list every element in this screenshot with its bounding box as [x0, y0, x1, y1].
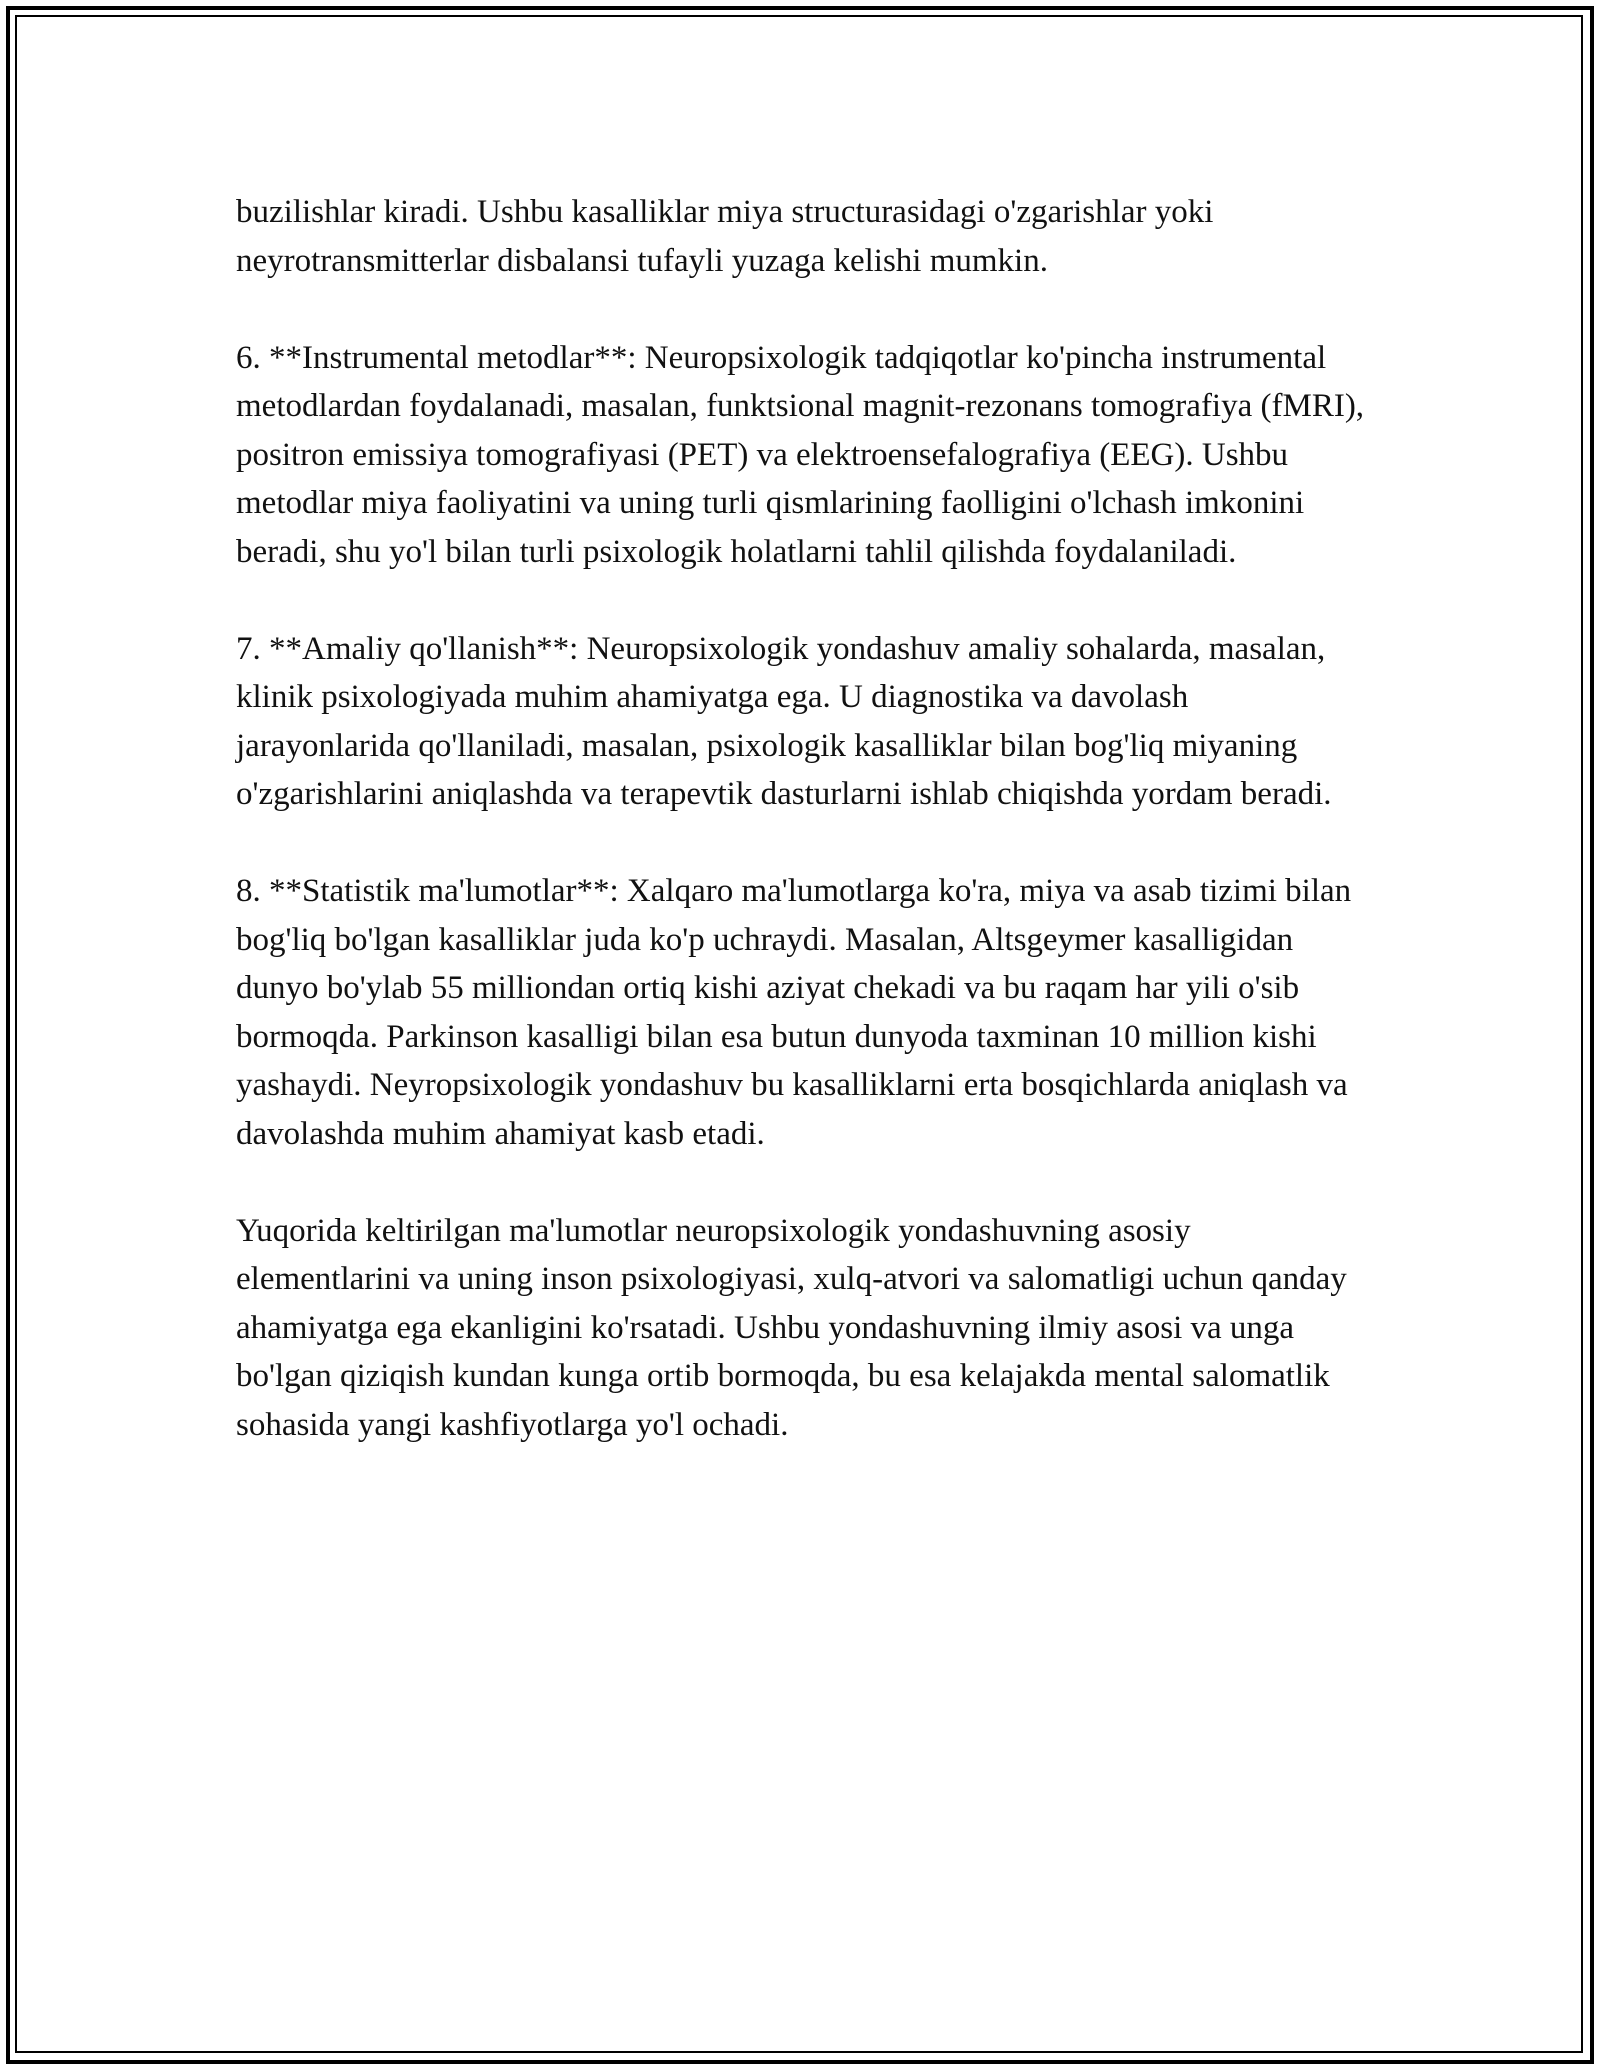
- paragraph-continuation: buzilishlar kiradi. Ushbu kasalliklar miya structurasidagi o'zgarishlar yoki neyrotransmitterlar disbalansi tufayli yuzaga kelishi mumkin.: [236, 194, 1214, 279]
- paragraph-practical-application: 7. **Amaliy qo'llanish**: Neuropsixologik yondashuv amaliy sohalarda, masalan, klinik psixologiyada muhim ahamiyatga ega. U diagnostika va davolash jarayonlarida qo'llaniladi, masalan, psixologik kasalliklar bilan bog'liq miyaning o'zgarishlarini aniqlashda va terapevtik dasturlarni ishlab chiqishda yordam beradi.: [236, 630, 1332, 812]
- paragraph-statistics: 8. **Statistik ma'lumotlar**: Xalqaro ma'lumotlarga ko'ra, miya va asab tizimi bilan bog'liq bo'lgan kasalliklar juda ko'p uchraydi. Masalan, Altsgeymer kasalligidan dunyo bo'ylab 55 milliondan ortiq kishi aziyat chekadi va bu raqam har yili o'sib bormoqda. Parkinson kasalligi bilan esa butun dunyoda taxminan 10 million kishi yashaydi. Neyropsixologik yondashuv bu kasalliklarni erta bosqichlarda aniqlash va davolashda muhim ahamiyat kasb etadi.: [236, 873, 1352, 1152]
- paragraph-instrumental-methods: 6. **Instrumental metodlar**: Neuropsixologik tadqiqotlar ko'pincha instrumental metodlardan foydalanadi, masalan, funktsional magnit-rezonans tomografiya (fMRI), positron emissiya tomografiyasi (PET) va elektroensefalografiya (EEG). Ushbu metodlar miya faoliyatini va uning turli qismlarining faolligini o'lchash imkonini beradi, shu yo'l bilan turli psixologik holatlarni tahlil qilishda foydalaniladi.: [236, 339, 1365, 570]
- document-body: [236, 188, 1366, 1449]
- paragraph-conclusion: Yuqorida keltirilgan ma'lumotlar neuropsixologik yondashuvning asosiy elementlarini va uning inson psixologiyasi, xulq-atvori va salomatligi uchun qanday ahamiyatga ega ekanligini ko'rsatadi. Ushbu yondashuvning ilmiy asosi va unga bo'lgan qiziqish kundan kunga ortib bormoqda, bu esa kelajakda mental salomatlik sohasida yangi kashfiyotlarga yo'l ochadi.: [236, 1212, 1347, 1443]
